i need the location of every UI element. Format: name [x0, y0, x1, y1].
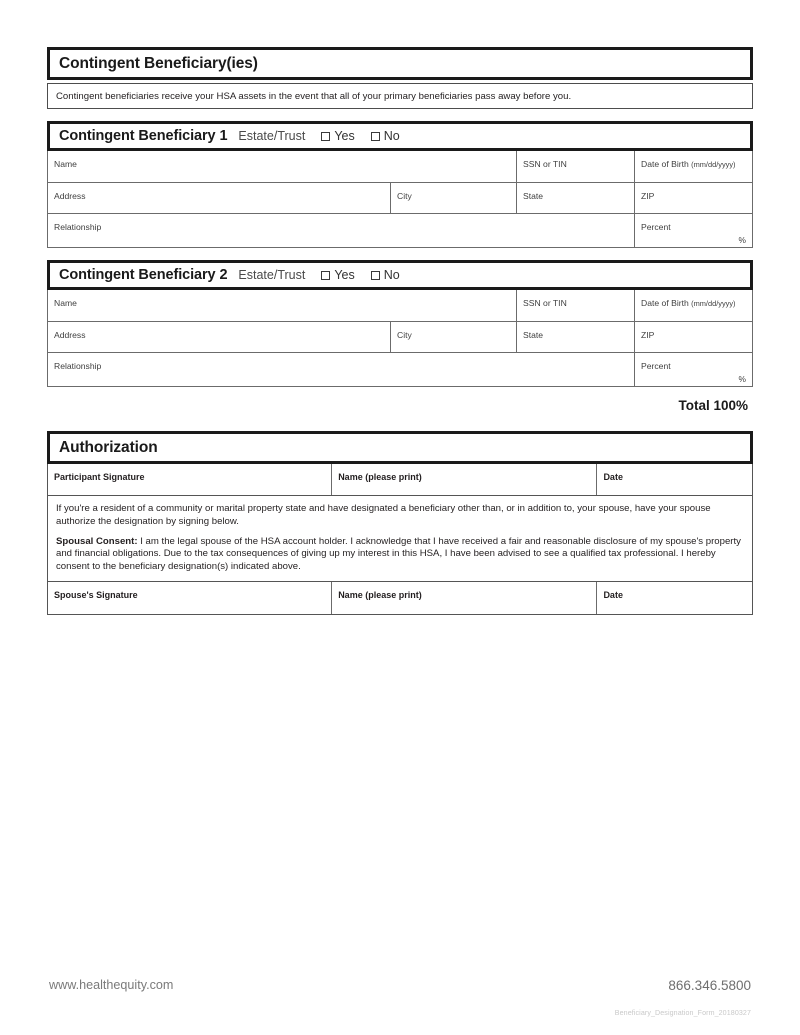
spousal-consent-label: Spousal Consent: [56, 535, 138, 547]
participant-name-field[interactable] [332, 464, 597, 495]
section-title: Contingent Beneficiary(ies) [59, 54, 258, 72]
zip-label: ZIP [641, 191, 655, 201]
website-link[interactable]: www.healthequity.com [49, 978, 174, 992]
spouse-signature-row [48, 581, 752, 614]
beneficiary-1-percent-field[interactable] [635, 214, 752, 247]
checkbox-icon[interactable] [321, 271, 330, 280]
date-format-hint: (mm/dd/yyyy) [691, 299, 736, 308]
beneficiary-1-estate-trust-no[interactable] [371, 129, 400, 143]
community-property-paragraph: If you're a resident of a community or marital property state and have designated a beneficiary other than, or in addition to, your spouse, have your spouse authorize the designation by signing below. [56, 503, 711, 527]
beneficiary-2-address-field[interactable] [48, 322, 391, 352]
date-of-birth-label: Date of Birth (mm/dd/yyyy) [641, 159, 736, 169]
date-of-birth-label: Date of Birth (mm/dd/yyyy) [641, 298, 736, 308]
table-row [48, 183, 752, 214]
beneficiary-1-address-field[interactable] [48, 183, 391, 213]
beneficiary-1-zip-field[interactable] [635, 183, 752, 213]
state-label: State [523, 330, 544, 340]
beneficiary-2-estate-trust-no[interactable] [371, 268, 400, 282]
beneficiary-1-name-field[interactable] [48, 151, 517, 182]
checkbox-icon[interactable] [321, 132, 330, 141]
no-label: No [383, 129, 400, 143]
beneficiary-1-title: Contingent Beneficiary 1 [59, 128, 228, 144]
spouse-date-field[interactable] [597, 582, 752, 614]
city-label: City [397, 191, 412, 201]
beneficiary-1-city-field[interactable] [391, 183, 517, 213]
spouse-signature-field[interactable] [48, 582, 332, 614]
spouse-signature-label: Spouse's Signature [54, 589, 138, 600]
table-row [48, 353, 752, 386]
table-row [48, 214, 752, 247]
table-row [48, 151, 752, 183]
participant-signature-field[interactable] [48, 464, 332, 495]
spouse-name-field[interactable] [332, 582, 597, 614]
checkbox-icon[interactable] [371, 132, 380, 141]
beneficiary-2-table [47, 290, 753, 387]
state-label: State [523, 191, 544, 201]
percent-sign: % [738, 235, 746, 245]
beneficiary-1-relationship-field[interactable] [48, 214, 635, 247]
beneficiary-2-percent-field[interactable] [635, 353, 752, 386]
participant-date-label: Date [603, 472, 623, 482]
spouse-name-label: Name (please print) [338, 589, 422, 600]
relationship-label: Relationship [54, 222, 102, 232]
date-format-hint: (mm/dd/yyyy) [691, 160, 736, 169]
ssn-or-tin-label: SSN or TIN [523, 159, 567, 169]
section-header-contingent-beneficiaries [47, 47, 753, 80]
phone-number: 866.346.5800 [668, 978, 751, 993]
beneficiary-1-state-field[interactable] [517, 183, 635, 213]
zip-label: ZIP [641, 330, 655, 340]
beneficiary-1-ssn-field[interactable] [517, 151, 635, 182]
participant-name-label: Name (please print) [338, 472, 422, 482]
beneficiary-2-dob-field[interactable] [635, 290, 752, 321]
beneficiary-1-header [47, 121, 753, 151]
page-footer [47, 978, 753, 1024]
section-header-authorization [47, 431, 753, 464]
beneficiary-1-table [47, 151, 753, 248]
authorization-block [47, 464, 753, 615]
spousal-consent-paragraph [56, 536, 744, 574]
percent-label: Percent [641, 222, 671, 232]
form-id-label: Beneficiary_Designation_Form_20180327 [614, 1009, 751, 1017]
name-label: Name [54, 159, 77, 169]
table-row [48, 322, 752, 353]
beneficiary-1-dob-field[interactable] [635, 151, 752, 182]
percent-label: Percent [641, 361, 671, 371]
yes-label: Yes [334, 129, 355, 143]
beneficiary-2-name-field[interactable] [48, 290, 517, 321]
ssn-or-tin-label: SSN or TIN [523, 298, 567, 308]
city-label: City [397, 330, 412, 340]
estate-trust-label: Estate/Trust [238, 129, 306, 143]
participant-date-field[interactable] [597, 464, 752, 495]
authorization-text-body [48, 496, 752, 581]
participant-signature-label: Participant Signature [54, 472, 145, 482]
beneficiary-2-header [47, 260, 753, 290]
beneficiary-2-ssn-field[interactable] [517, 290, 635, 321]
section-title: Authorization [59, 438, 158, 456]
spouse-date-label: Date [603, 589, 623, 600]
checkbox-icon[interactable] [371, 271, 380, 280]
percent-sign: % [738, 374, 746, 384]
beneficiary-2-zip-field[interactable] [635, 322, 752, 352]
relationship-label: Relationship [54, 361, 102, 371]
document-page [47, 0, 753, 1035]
total-percent-label: Total 100% [678, 398, 748, 413]
spousal-consent-body: I am the legal spouse of the HSA account holder. I acknowledge that I have received a fair and reasonable disclosure of my spouse's property and financial obligations. Due to the tax consequences of giving up my interest in this HSA, I have been advised to see a qualified tax professional. I hereby consent to the beneficiary designation(s) indicated above. [56, 535, 741, 572]
beneficiary-1-estate-trust-yes[interactable] [321, 129, 354, 143]
beneficiary-2-relationship-field[interactable] [48, 353, 635, 386]
no-label: No [383, 268, 400, 282]
beneficiary-2-estate-trust-yes[interactable] [321, 268, 354, 282]
address-label: Address [54, 191, 86, 201]
beneficiary-2-city-field[interactable] [391, 322, 517, 352]
beneficiary-2-title: Contingent Beneficiary 2 [59, 267, 228, 283]
yes-label: Yes [334, 268, 355, 282]
name-label: Name [54, 298, 77, 308]
table-row [48, 290, 752, 322]
beneficiary-2-state-field[interactable] [517, 322, 635, 352]
estate-trust-label: Estate/Trust [238, 268, 306, 282]
participant-signature-row [48, 464, 752, 496]
address-label: Address [54, 330, 86, 340]
contingent-description-text: Contingent beneficiaries receive your HSA assets in the event that all of your primary beneficiaries pass away before you. [56, 90, 572, 102]
contingent-description-strip [47, 83, 753, 109]
